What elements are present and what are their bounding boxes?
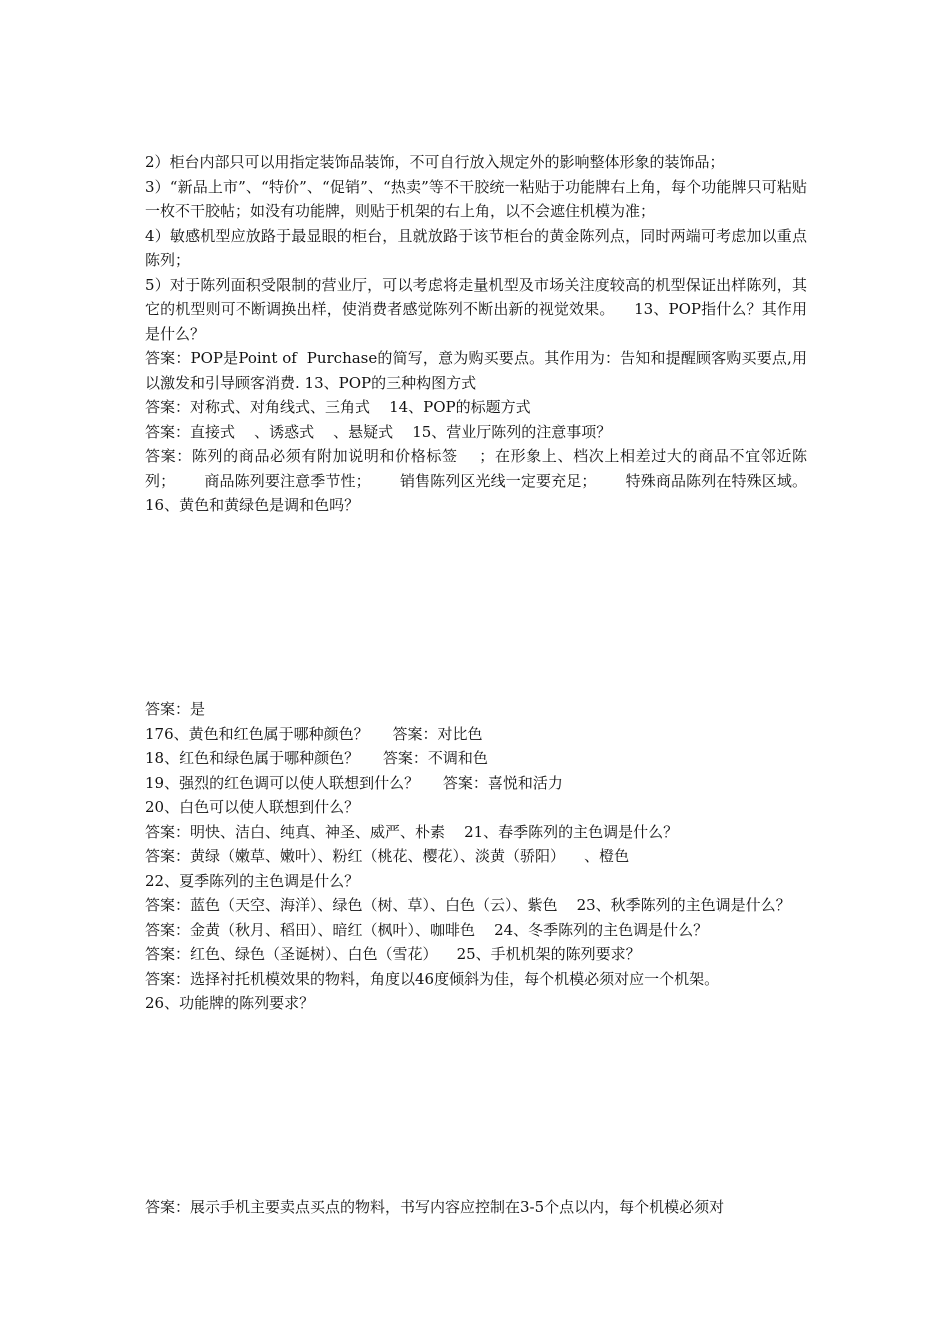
paragraph: 3）“新品上市”、“特价”、“促销”、“热卖”等不干胶统一粘贴于功能牌右上角，每个功能牌只可粘贴一枚不干胶帖；如没有功能牌，则贴于机架的右上角，以不会遮住机模为准； bbox=[145, 177, 807, 220]
paragraph: 答案：蓝色（天空、海洋）、绿色（树、草）、白色（云）、紫色 23、秋季陈列的主色调是什么？ bbox=[145, 896, 791, 914]
paragraph: 答案：直接式 、诱惑式 、悬疑式 15、营业厅陈列的注意事项？ bbox=[145, 422, 612, 441]
text-block-color-qa bbox=[145, 697, 807, 1016]
paragraph: 26、功能牌的陈列要求？ bbox=[145, 994, 315, 1012]
paragraph: 答案：黄绿（嫩草、嫩叶）、粉红（桃花、樱花）、淡黄（骄阳） 、橙色 bbox=[145, 847, 630, 865]
paragraph: 22、夏季陈列的主色调是什么？ bbox=[145, 871, 360, 890]
paragraph: 18、红色和绿色属于哪种颜色？ 答案：不调和色 bbox=[145, 749, 488, 767]
paragraph: 19、强烈的红色调可以使人联想到什么？ 答案：喜悦和活力 bbox=[145, 773, 563, 792]
paragraph: 5）对于陈列面积受限制的营业厅，可以考虑将走量机型及市场关注度较高的机型保证出样陈列，其它的机型则可不断调换出样，使消费者感觉陈列不断出新的视觉效果。 13、POP指什么？其作用是什么？ bbox=[145, 275, 807, 343]
text-block-function-card bbox=[145, 1195, 807, 1220]
paragraph: 答案：明快、洁白、纯真、神圣、威严、朴素 21、春季陈列的主色调是什么？ bbox=[145, 822, 679, 841]
paragraph: 2）柜台内部只可以用指定装饰品装饰，不可自行放入规定外的影响整体形象的装饰品； bbox=[145, 153, 725, 171]
paragraph: 4）敏感机型应放路于最显眼的柜台，且就放路于该节柜台的黄金陈列点，同时两端可考虑加以重点陈列； bbox=[145, 226, 807, 269]
paragraph: 答案：POP是Point of Purchase的简写，意为购买要点。其作用为：告知和提醒顾客购买要点,用以激发和引导顾客消费. 13、POP的三种构图方式 bbox=[145, 349, 807, 392]
text-block-display-rules bbox=[145, 150, 831, 518]
paragraph: 答案：选择衬托机模效果的物料，角度以46度倾斜为佳，每个机模必须对应一个机架。 bbox=[145, 969, 720, 988]
paragraph: 答案：展示手机主要卖点买点的物料，书写内容应控制在3-5个点以内，每个机模必须对 bbox=[145, 1198, 725, 1216]
paragraph: 答案：金黄（秋月、稻田）、暗红（枫叶）、咖啡色 24、冬季陈列的主色调是什么？ bbox=[145, 920, 709, 939]
paragraph: 176、黄色和红色属于哪种颜色？ 答案：对比色 bbox=[145, 724, 483, 743]
paragraph: 20、白色可以使人联想到什么？ bbox=[145, 798, 360, 816]
paragraph: 答案：是 bbox=[145, 700, 206, 718]
paragraph: 答案：陈列的商品必须有附加说明和价格标签 ；在形象上、档次上相差过大的商品不宜邻近陈列； 商品陈列要注意季节性； 销售陈列区光线一定要充足； 特殊商品陈列在特殊区域。 16、黄色和黄绿色是调和色吗？ bbox=[145, 447, 831, 514]
paragraph: 答案：红色、绿色（圣诞树）、白色（雪花） 25、手机机架的陈列要求？ bbox=[145, 945, 641, 963]
paragraph: 答案：对称式、对角线式、三角式 14、POP的标题方式 bbox=[145, 398, 531, 416]
